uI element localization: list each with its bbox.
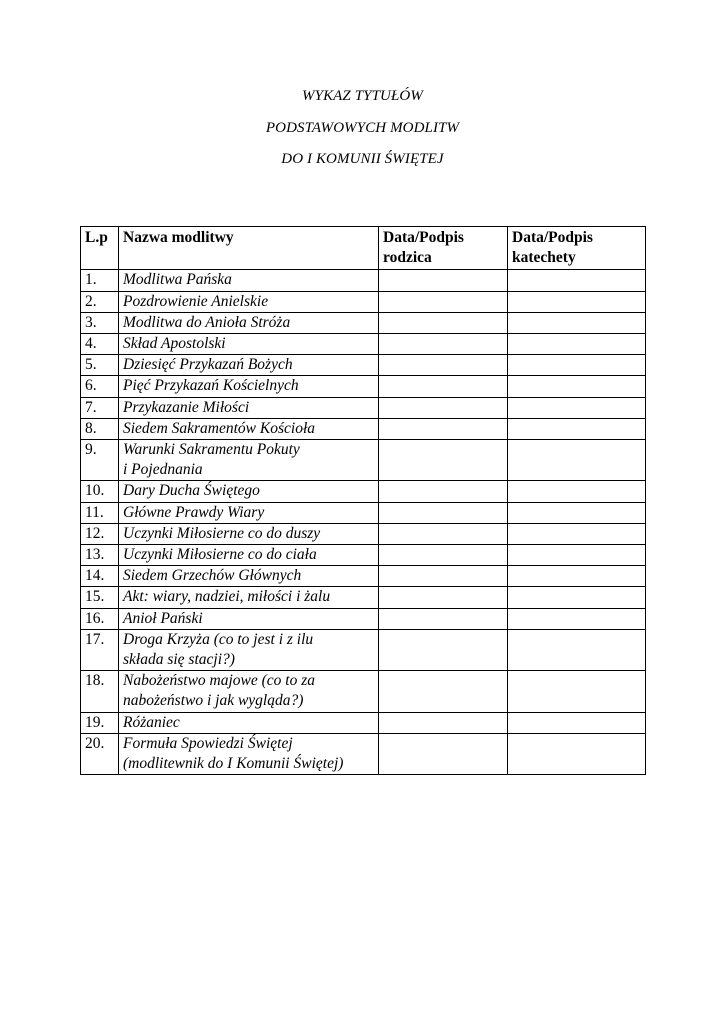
table-row [81, 566, 646, 587]
catechist-signature-cell[interactable] [508, 629, 646, 670]
prayer-name [119, 270, 379, 291]
row-number: 13. [81, 545, 119, 566]
prayer-name-line1: Nabożeństwo majowe (co to za [123, 672, 316, 690]
prayer-name [119, 418, 379, 439]
prayer-name-line2: nabożeństwo i jak wygląda?) [123, 692, 304, 710]
parent-signature-cell[interactable] [379, 376, 508, 397]
row-number: 15. [81, 587, 119, 608]
catechist-signature-cell[interactable] [508, 587, 646, 608]
header-parent-line1: Data/Podpis [383, 229, 464, 246]
table-body [81, 270, 646, 775]
prayer-name [119, 523, 379, 544]
parent-signature-cell[interactable] [379, 291, 508, 312]
parent-signature-cell[interactable] [379, 270, 508, 291]
prayer-name-line1: Formuła Spowiedzi Świętej [123, 734, 293, 752]
row-number: 5. [81, 355, 119, 376]
catechist-signature-cell[interactable] [508, 712, 646, 733]
prayer-name [119, 733, 379, 774]
prayer-name [119, 481, 379, 502]
row-number: 16. [81, 608, 119, 629]
table-row [81, 481, 646, 502]
row-number: 18. [81, 671, 119, 712]
prayer-name [119, 502, 379, 523]
row-number: 2. [81, 291, 119, 312]
header-name: Nazwa modlitwy [119, 227, 379, 270]
prayer-name [119, 397, 379, 418]
catechist-signature-cell[interactable] [508, 566, 646, 587]
prayer-name [119, 545, 379, 566]
catechist-signature-cell[interactable] [508, 312, 646, 333]
parent-signature-cell[interactable] [379, 671, 508, 712]
row-number: 7. [81, 397, 119, 418]
table-row [81, 334, 646, 355]
row-number: 8. [81, 418, 119, 439]
parent-signature-cell[interactable] [379, 355, 508, 376]
catechist-signature-cell[interactable] [508, 334, 646, 355]
table-row [81, 545, 646, 566]
prayer-name [119, 376, 379, 397]
catechist-signature-cell[interactable] [508, 397, 646, 418]
header-catechist-line2: katechety [512, 249, 576, 267]
parent-signature-cell[interactable] [379, 587, 508, 608]
prayer-name-line1: Skład Apostolski [123, 335, 226, 353]
parent-signature-cell[interactable] [379, 712, 508, 733]
row-number: 10. [81, 481, 119, 502]
row-number: 12. [81, 523, 119, 544]
table-row [81, 397, 646, 418]
row-number: 1. [81, 270, 119, 291]
parent-signature-cell[interactable] [379, 334, 508, 355]
prayer-name [119, 355, 379, 376]
prayer-name-line1: Droga Krzyża (co to jest i z ilu [123, 630, 314, 648]
parent-signature-cell[interactable] [379, 566, 508, 587]
header-lp: L.p [81, 227, 119, 270]
catechist-signature-cell[interactable] [508, 355, 646, 376]
row-number: 9. [81, 440, 119, 481]
prayer-name-line2: (modlitewnik do I Komunii Świętej) [123, 755, 344, 773]
catechist-signature-cell[interactable] [508, 608, 646, 629]
prayer-name [119, 712, 379, 733]
table-row [81, 587, 646, 608]
parent-signature-cell[interactable] [379, 523, 508, 544]
prayer-name [119, 566, 379, 587]
prayer-name-line1: Dziesięć Przykazań Bożych [123, 356, 293, 374]
parent-signature-cell[interactable] [379, 312, 508, 333]
prayer-name-line1: Dary Ducha Świętego [123, 482, 260, 500]
header-catechist-signature [508, 227, 646, 270]
parent-signature-cell[interactable] [379, 440, 508, 481]
table-row [81, 312, 646, 333]
catechist-signature-cell[interactable] [508, 671, 646, 712]
prayer-name-line1: Siedem Grzechów Głównych [123, 567, 302, 585]
catechist-signature-cell[interactable] [508, 545, 646, 566]
prayer-name-line1: Przykazanie Miłości [123, 398, 250, 416]
prayer-name [119, 629, 379, 670]
prayer-name [119, 440, 379, 481]
header-parent-line2: rodzica [383, 249, 432, 267]
prayer-name [119, 291, 379, 312]
catechist-signature-cell[interactable] [508, 418, 646, 439]
prayer-name [119, 312, 379, 333]
parent-signature-cell[interactable] [379, 545, 508, 566]
row-number: 11. [81, 502, 119, 523]
catechist-signature-cell[interactable] [508, 502, 646, 523]
catechist-signature-cell[interactable] [508, 291, 646, 312]
table-row [81, 502, 646, 523]
catechist-signature-cell[interactable] [508, 481, 646, 502]
row-number: 17. [81, 629, 119, 670]
table-row [81, 523, 646, 544]
prayer-name-line1: Anioł Pański [123, 609, 203, 627]
prayer-name-line1: Warunki Sakramentu Pokuty [123, 441, 300, 459]
prayer-name [119, 608, 379, 629]
catechist-signature-cell[interactable] [508, 440, 646, 481]
row-number: 4. [81, 334, 119, 355]
document-title [0, 86, 725, 181]
prayer-name-line1: Różaniec [123, 713, 180, 731]
table-header-row [81, 227, 646, 270]
header-catechist-line1: Data/Podpis [512, 229, 593, 246]
title-line-3: DO I KOMUNII ŚWIĘTEJ [281, 151, 444, 167]
prayer-name-line2: składa się stacji?) [123, 651, 235, 669]
prayer-name-line1: Modlitwa do Anioła Stróża [123, 313, 291, 331]
parent-signature-cell[interactable] [379, 481, 508, 502]
row-number: 19. [81, 712, 119, 733]
parent-signature-cell[interactable] [379, 629, 508, 670]
table-row [81, 291, 646, 312]
prayer-name-line1: Uczynki Miłosierne co do duszy [123, 524, 321, 542]
table-row [81, 418, 646, 439]
prayer-name-line1: Modlitwa Pańska [123, 271, 232, 289]
prayer-name-line1: Pozdrowienie Anielskie [123, 292, 269, 310]
row-number: 20. [81, 733, 119, 774]
prayer-name-line1: Akt: wiary, nadziei, miłości i żalu [123, 588, 331, 606]
table-row [81, 712, 646, 733]
parent-signature-cell[interactable] [379, 608, 508, 629]
parent-signature-cell[interactable] [379, 397, 508, 418]
parent-signature-cell[interactable] [379, 502, 508, 523]
title-line-1: WYKAZ TYTUŁÓW [302, 88, 423, 104]
catechist-signature-cell[interactable] [508, 270, 646, 291]
title-line-2: PODSTAWOWYCH MODLITW [265, 119, 460, 136]
parent-signature-cell[interactable] [379, 733, 508, 774]
catechist-signature-cell[interactable] [508, 523, 646, 544]
table-row [81, 355, 646, 376]
table-row [81, 440, 646, 481]
table-row [81, 376, 646, 397]
prayer-name [119, 334, 379, 355]
row-number: 3. [81, 312, 119, 333]
prayer-name-line1: Główne Prawdy Wiary [123, 503, 265, 521]
table-row [81, 671, 646, 712]
prayer-table [80, 226, 646, 775]
table-row [81, 270, 646, 291]
prayer-name [119, 671, 379, 712]
table-row [81, 629, 646, 670]
prayer-name-line1: Uczynki Miłosierne co do ciała [123, 546, 317, 564]
prayer-name-line1: Siedem Sakramentów Kościoła [123, 419, 316, 437]
table-row [81, 733, 646, 774]
parent-signature-cell[interactable] [379, 418, 508, 439]
prayer-name-line1: Pięć Przykazań Kościelnych [123, 377, 299, 395]
header-parent-signature [379, 227, 508, 270]
catechist-signature-cell[interactable] [508, 733, 646, 774]
table-row [81, 608, 646, 629]
catechist-signature-cell[interactable] [508, 376, 646, 397]
row-number: 14. [81, 566, 119, 587]
prayer-name [119, 587, 379, 608]
row-number: 6. [81, 376, 119, 397]
prayer-name-line2: i Pojednania [123, 461, 203, 479]
